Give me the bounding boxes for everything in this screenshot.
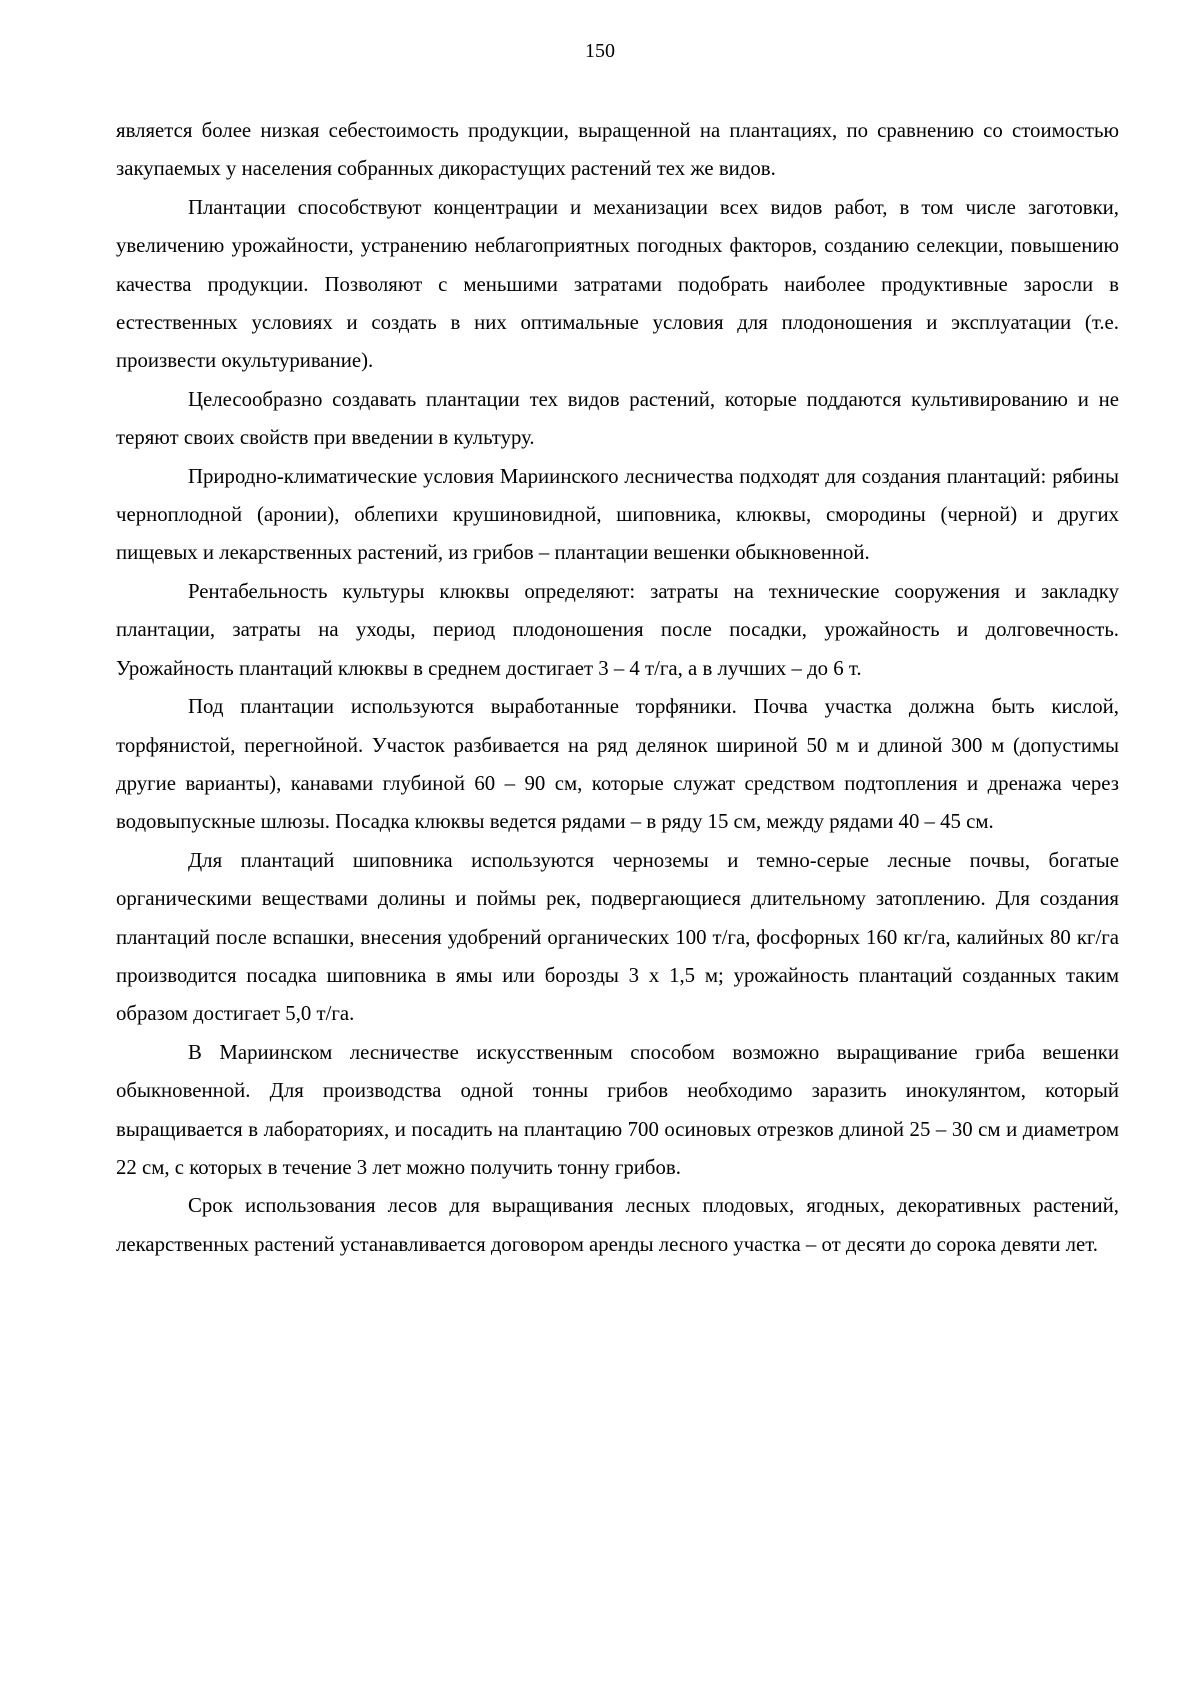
paragraph-climate-conditions: Природно-климатические условия Мариинского лесничества подходят для создания плантаций: рябины черноплодной (аронии), облепихи крушиновидной, шиповника, клюквы, смородины (черной) и других пищевых и лекарственных растений, из грибов – плантации вешенки обыкновенной.: [116, 464, 1119, 565]
paragraph-continuation: является более низкая себестоимость продукции, выращенной на плантациях, по сравнению со стоимостью закупаемых у населения собранных дикорастущих растений тех же видов.: [116, 119, 1119, 181]
paragraph-rosehip-plantations: Для плантаций шиповника используются черноземы и темно-серые лесные почвы, богатые органическими веществами долины и поймы рек, подвергающиеся длительному затоплению. Для создания плантаций после вспашки, внесения удобрений органических 100 т/га, фосфорных 160 кг/га, калийных 80 кг/га производится посадка шиповника в ямы или борозды 3 х 1,5 м; урожайность плантаций созданных таким образом достигает 5,0 т/га.: [116, 848, 1119, 1026]
page-number: 150: [585, 40, 615, 62]
paragraph-plantation-benefits: Плантации способствуют концентрации и механизации всех видов работ, в том числе заготовки, увеличению урожайности, устранению неблагоприятных погодных факторов, созданию селекции, повышению качества продукции. Позволяют с меньшими затратами подобрать наиболее продуктивные заросли в естественных условиях и создать в них оптимальные условия для плодоношения и эксплуатации (т.е. произвести окультуривание).: [116, 195, 1119, 373]
paragraph-lease-term: Срок использования лесов для выращивания лесных плодовых, ягодных, декоративных растений, лекарственных растений устанавливается договором аренды лесного участка – от десяти до сорока девяти лет.: [116, 1194, 1119, 1256]
paragraph-peatland-plantations: Под плантации используются выработанные торфяники. Почва участка должна быть кислой, торфянистой, перегнойной. Участок разбивается на ряд делянок шириной 50 м и длиной 300 м (допустимы другие варианты), канавами глубиной 60 – 90 см, которые служат средством подтопления и дренажа через водовыпускные шлюзы. Посадка клюквы ведется рядами – в ряду 15 см, между рядами 40 – 45 см.: [116, 695, 1119, 834]
paragraph-cranberry-profitability: Рентабельность культуры клюквы определяют: затраты на технические сооружения и закладку плантации, затраты на уходы, период плодоношения после посадки, урожайность и долговечность. Урожайность плантаций клюквы в среднем достигает 3 – 4 т/га, а в лучших – до 6 т.: [116, 579, 1119, 680]
paragraph-plantation-expediency: Целесообразно создавать плантации тех видов растений, которые поддаются культивированию и не теряют своих свойств при введении в культуру.: [116, 387, 1119, 450]
page-body: [116, 112, 1119, 1264]
paragraph-oyster-mushroom: В Мариинском лесничестве искусственным способом возможно выращивание гриба вешенки обыкновенной. Для производства одной тонны грибов необходимо заразить инокулянтом, который выращивается в лабораториях, и посадить на плантацию 700 осиновых отрезков длиной 25 – 30 см и диаметром 22 см, с которых в течение 3 лет можно получить тонну грибов.: [116, 1040, 1119, 1179]
